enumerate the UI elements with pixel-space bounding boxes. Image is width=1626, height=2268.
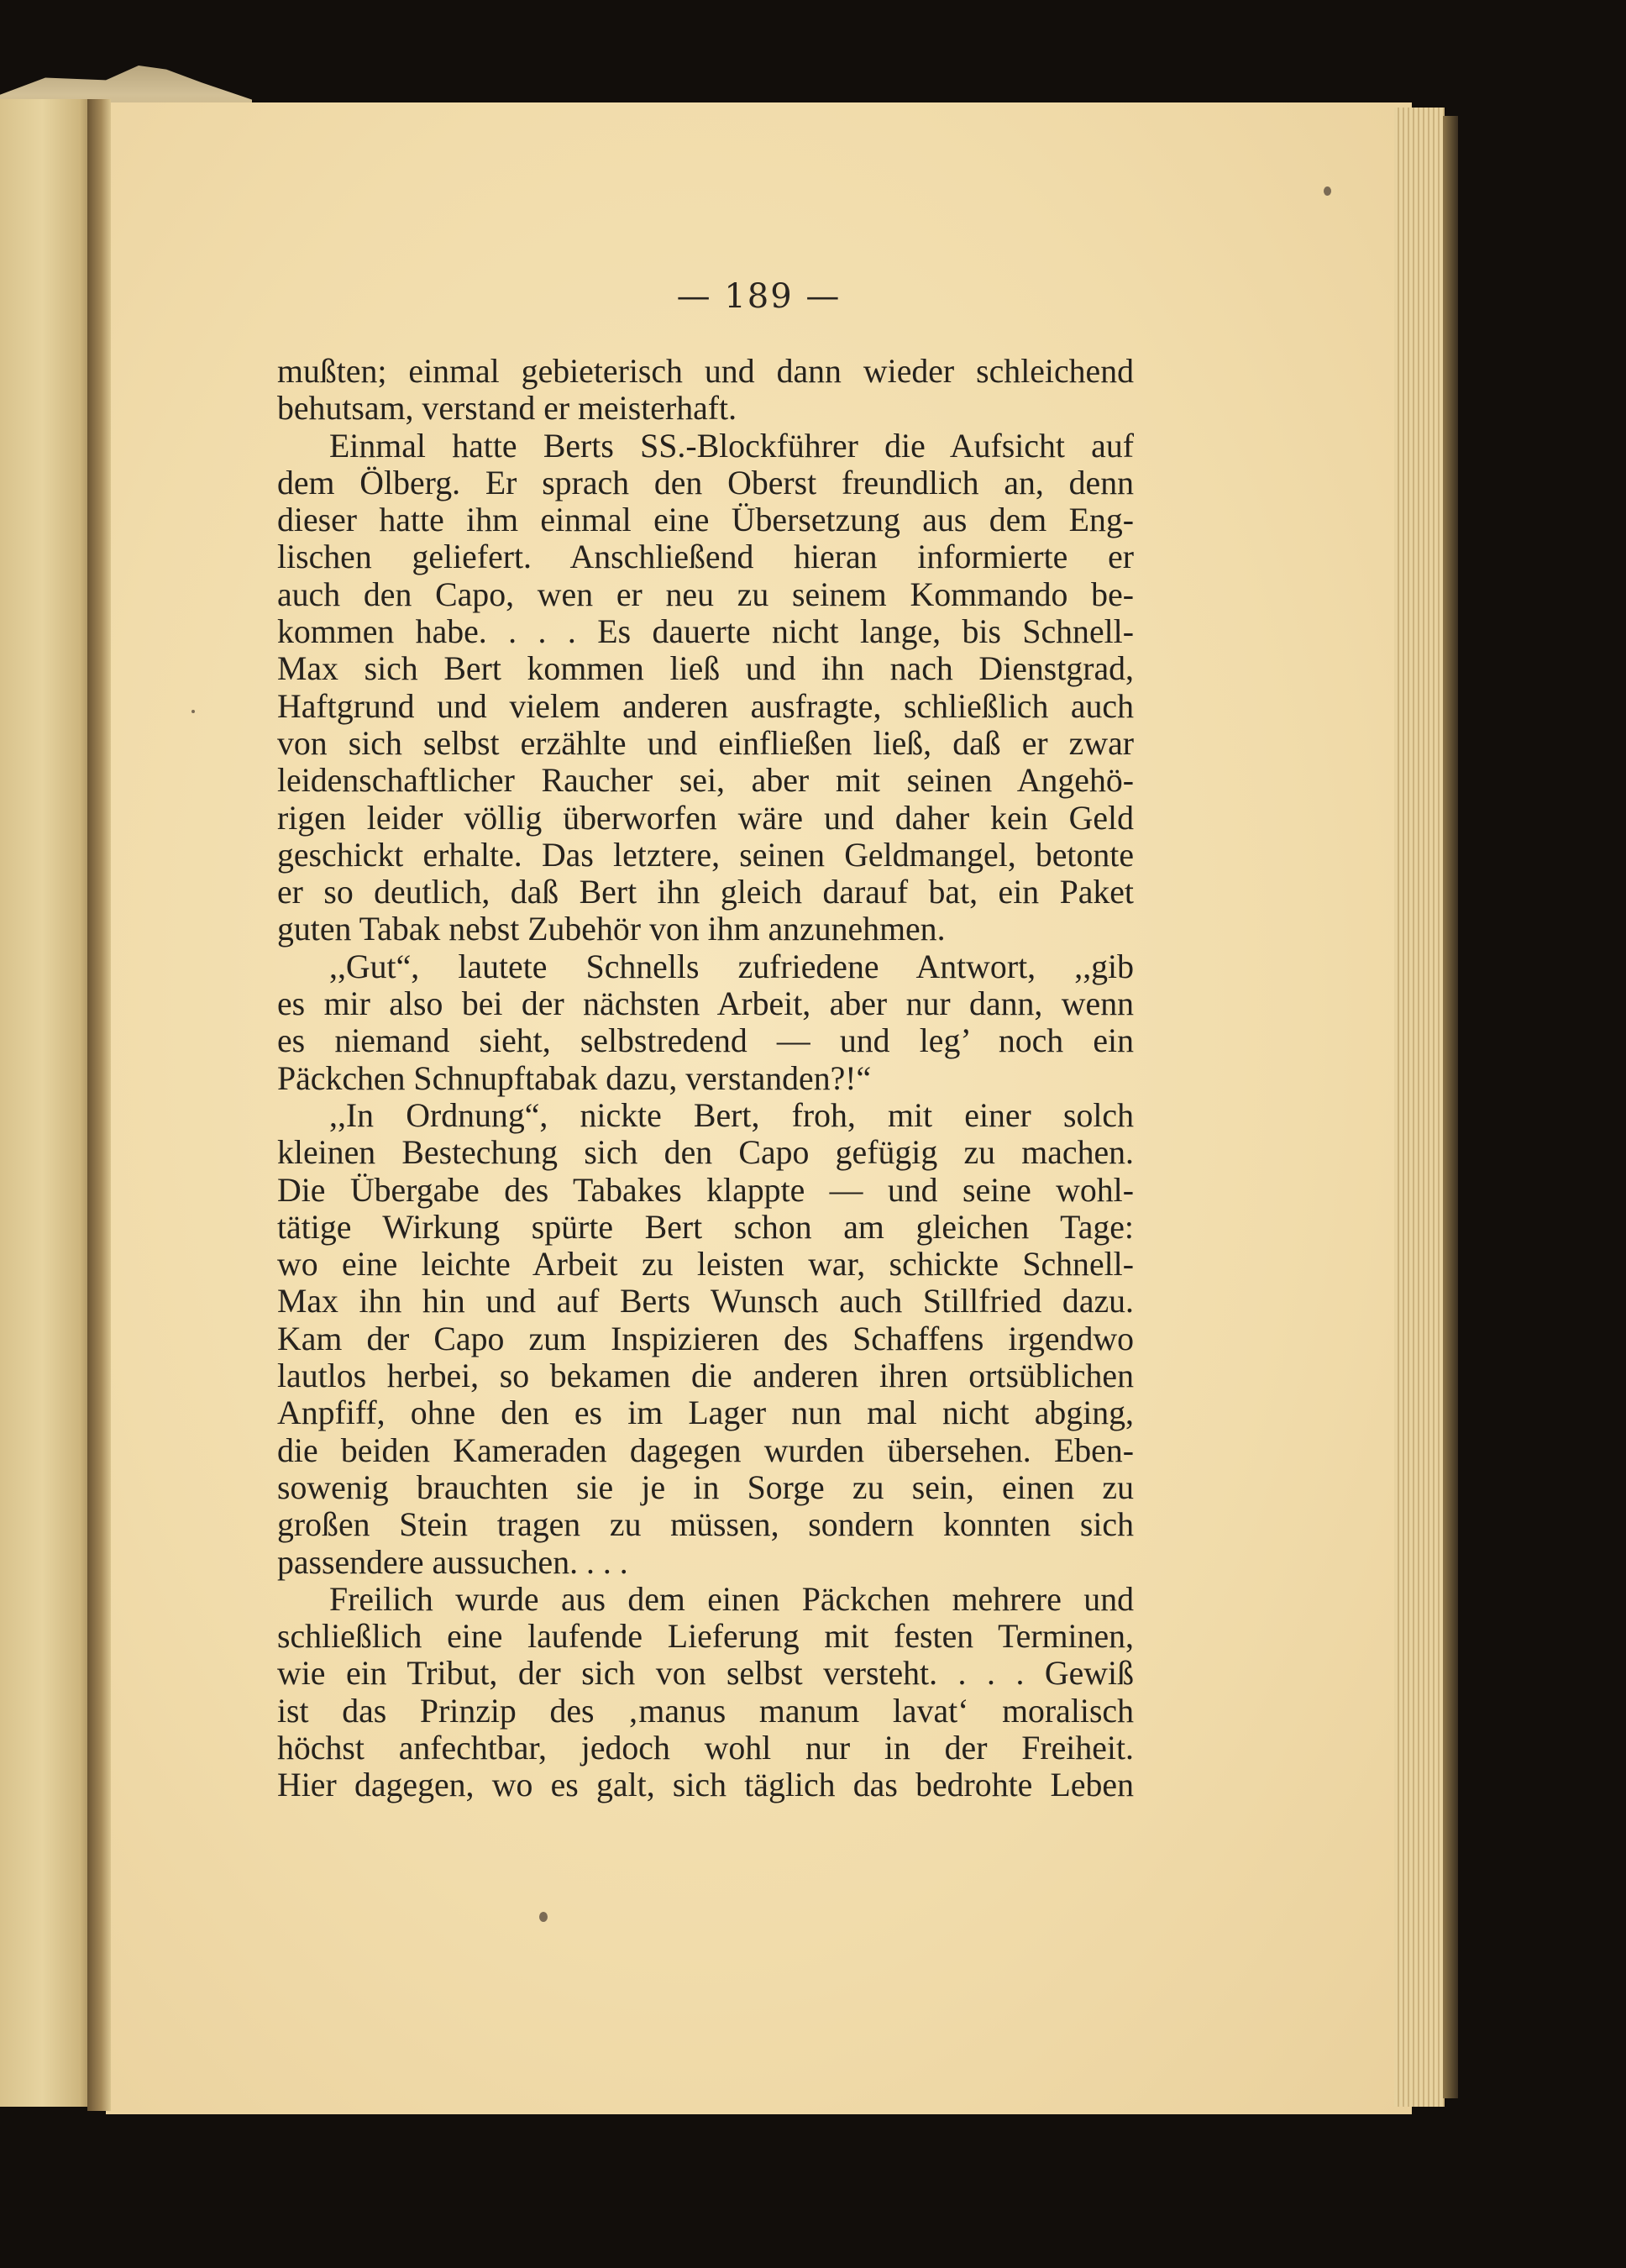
text-line: großen Stein tragen zu müssen, sondern konnten sich xyxy=(277,1506,1134,1544)
text-line: ,,In Ordnung“, nickte Bert, froh, mit einer solch xyxy=(329,1096,1134,1134)
text-line: Max sich Bert kommen ließ und ihn nach Dienstgrad, xyxy=(277,650,1134,688)
text-line: lautlos herbei, so bekamen die anderen ihren ortsüblichen xyxy=(277,1357,1134,1395)
text-line: ist das Prinzip des ‚manus manum lavat‘ moralisch xyxy=(277,1692,1134,1730)
page-stack-edges xyxy=(1394,108,1445,2107)
text-line: Einmal hatte Berts SS.-Blockführer die Aufsicht auf xyxy=(329,427,1134,465)
body-text xyxy=(277,353,1134,1804)
text-line: sowenig brauchten sie je in Sorge zu sein, einen zu xyxy=(277,1468,1134,1506)
text-line: es niemand sieht, selbstredend — und leg’ noch ein xyxy=(277,1022,1134,1060)
text-line: guten Tabak nebst Zubehör von ihm anzunehmen. xyxy=(277,911,946,948)
text-line: dieser hatte ihm einmal eine Übersetzung aus dem Eng- xyxy=(277,501,1134,539)
paper-speck xyxy=(191,710,195,713)
text-line: Kam der Capo zum Inspizieren des Schaffens irgendwo xyxy=(277,1320,1134,1357)
text-line: lischen geliefert. Anschließend hieran informierte er xyxy=(277,538,1134,576)
text-line: leidenschaftlicher Raucher sei, aber mit seinen Angehö- xyxy=(277,762,1134,800)
text-line: ,,Gut“, lautete Schnells zufriedene Antwort, ,,gib xyxy=(329,948,1134,985)
text-line: behutsam, verstand er meisterhaft. xyxy=(277,390,737,428)
text-line: geschickt erhalte. Das letztere, seinen Geldmangel, betonte xyxy=(277,836,1134,874)
text-line: rigen leider völlig überworfen wäre und daher kein Geld xyxy=(277,799,1134,837)
text-line: kommen habe. . . . Es dauerte nicht lange, bis Schnell- xyxy=(277,613,1134,651)
text-line: Haftgrund und vielem anderen ausfragte, schließlich auch xyxy=(277,687,1134,725)
text-line: tätige Wirkung spürte Bert schon am gleichen Tage: xyxy=(277,1208,1134,1246)
text-line: Die Übergabe des Tabakes klappte — und seine wohl- xyxy=(277,1171,1134,1209)
previous-page-edge xyxy=(0,99,94,2107)
text-line: Hier dagegen, wo es galt, sich täglich das bedrohte Leben xyxy=(277,1767,1134,1804)
text-line: mußten; einmal gebieterisch und dann wieder schleichend xyxy=(277,353,1134,390)
text-line: von sich selbst erzählte und einfließen ließ, daß er zwar xyxy=(277,724,1134,762)
text-line: Anpfiff, ohne den es im Lager nun mal nicht abging, xyxy=(277,1394,1134,1432)
text-line: es mir also bei der nächsten Arbeit, aber nur dann, wenn xyxy=(277,985,1134,1023)
paper-speck xyxy=(1324,186,1331,196)
text-line: er so deutlich, daß Bert ihn gleich darauf bat, ein Paket xyxy=(277,874,1134,911)
text-line: Freilich wurde aus dem einen Päckchen mehrere und xyxy=(329,1580,1134,1618)
text-line: wie ein Tribut, der sich von selbst versteht. . . . Gewiß xyxy=(277,1655,1134,1693)
text-line: auch den Capo, wen er neu zu seinem Kommando be- xyxy=(277,575,1134,613)
book-gutter xyxy=(87,99,111,2111)
text-line: Päckchen Schnupftabak dazu, verstanden?!“ xyxy=(277,1059,872,1097)
text-line: die beiden Kameraden dagegen wurden übersehen. Eben- xyxy=(277,1431,1134,1469)
text-line: höchst anfechtbar, jedoch wohl nur in der Freiheit. xyxy=(277,1729,1134,1767)
page-number: — 189 — xyxy=(676,277,842,316)
text-line: schließlich eine laufende Lieferung mit festen Terminen, xyxy=(277,1618,1134,1656)
text-line: wo eine leichte Arbeit zu leisten war, schickte Schnell- xyxy=(277,1246,1134,1284)
text-line: dem Ölberg. Er sprach den Oberst freundlich an, denn xyxy=(277,464,1134,501)
paper-speck xyxy=(539,1912,548,1922)
text-line: Max ihn hin und auf Berts Wunsch auch Stillfried dazu. xyxy=(277,1283,1134,1320)
text-line: kleinen Bestechung sich den Capo gefügig zu machen. xyxy=(277,1134,1134,1172)
text-line: passendere aussuchen. . . . xyxy=(277,1543,628,1581)
page-stack-shadow xyxy=(1443,116,1458,2098)
